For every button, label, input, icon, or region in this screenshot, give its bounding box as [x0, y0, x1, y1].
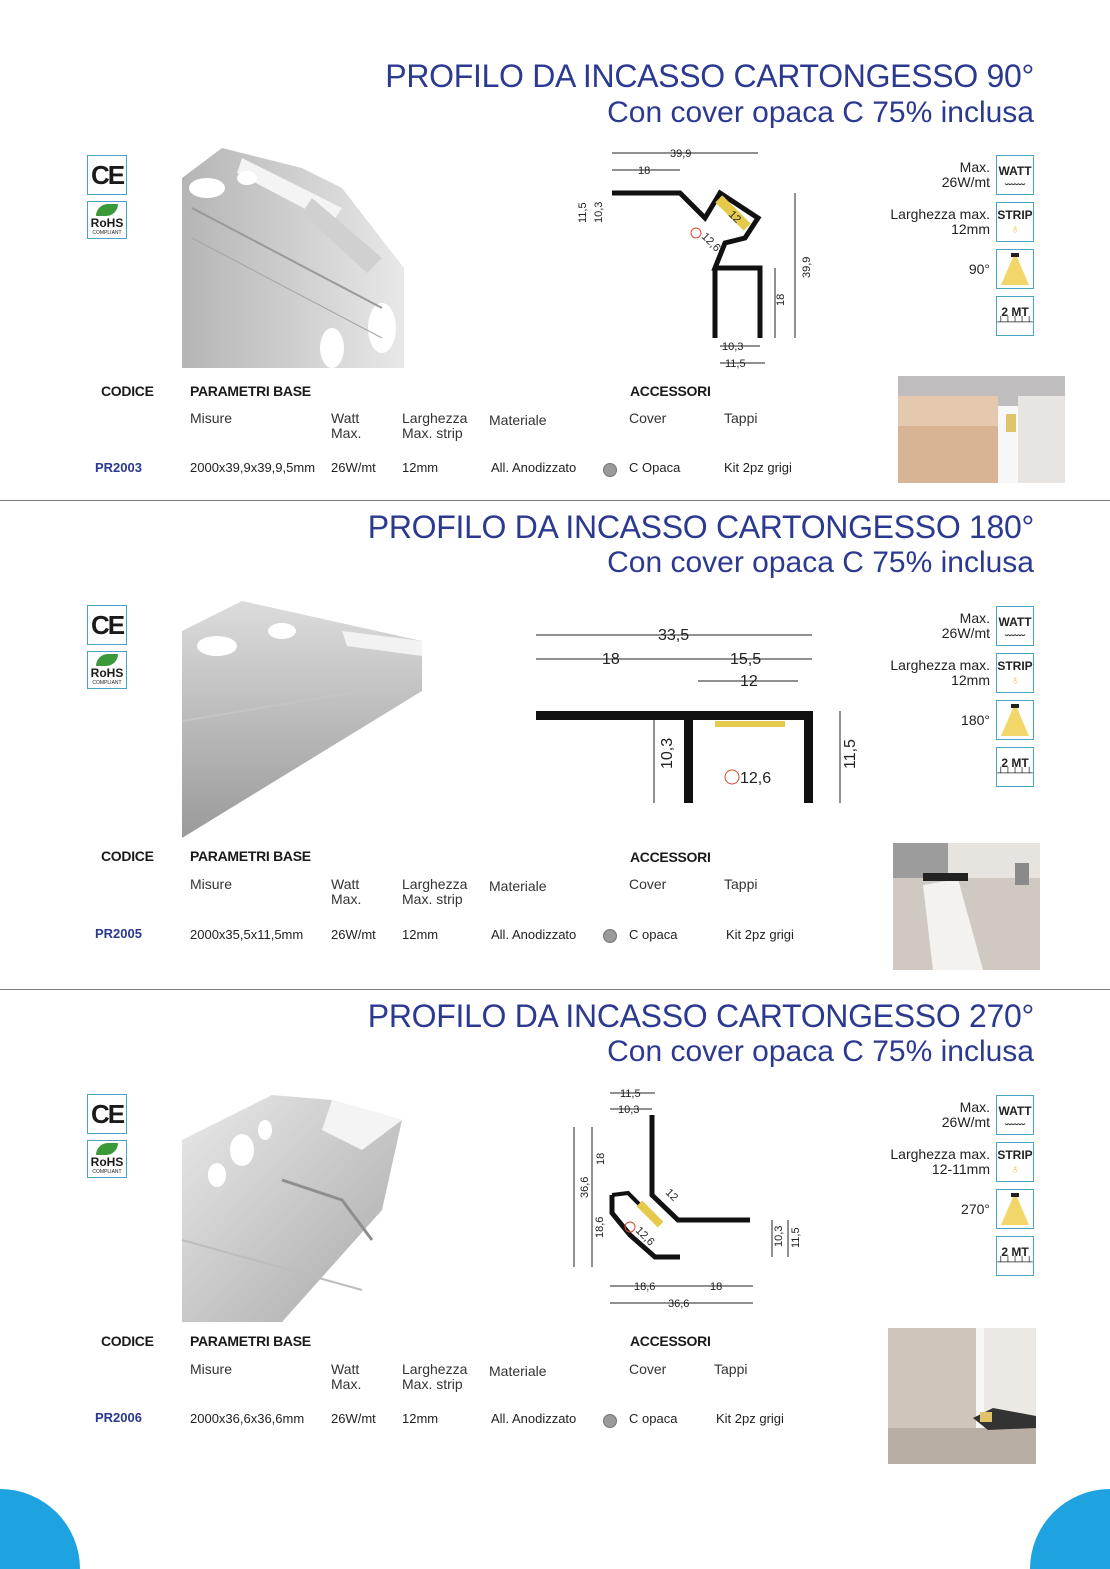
materiale-value: All. Anodizzato — [491, 1411, 577, 1426]
product-section-180 — [0, 501, 1110, 989]
beam-angle-icon — [996, 1189, 1034, 1229]
watt-label: Max. 26W/mt — [941, 159, 990, 190]
rohs-icon: RoHS COMPLIANT — [87, 1140, 127, 1178]
spec-icons — [774, 155, 1034, 340]
misure-value: 2000x35,5x11,5mm — [190, 927, 304, 942]
installation-photo — [898, 376, 1065, 483]
product-title: PROFILO DA INCASSO CARTONGESSO 270° — [367, 998, 1034, 1034]
cover-value: C Opaca — [629, 460, 681, 475]
dim-label: 11,5 — [577, 202, 589, 223]
dim-label: 33,5 — [658, 627, 690, 644]
cover-col: Cover — [629, 410, 667, 426]
product-subtitle: Con cover opaca C 75% inclusa — [607, 1035, 1034, 1068]
product-code: PR2003 — [95, 460, 142, 475]
parametri-header: PARAMETRI BASE — [190, 383, 311, 399]
angle-label: 90° — [968, 260, 990, 277]
dim-label: 12 — [662, 1186, 681, 1204]
parametri-header: PARAMETRI BASE — [190, 848, 311, 864]
codice-header: CODICE — [101, 848, 154, 864]
larghezza-value: 12mm — [402, 1411, 439, 1426]
watt-col: Watt Max. — [331, 876, 362, 907]
watt-icon: WATT ﹏﹏ — [996, 155, 1034, 195]
cover-color-swatch — [603, 1414, 617, 1428]
dim-label: 11,5 — [790, 1227, 802, 1248]
larghezza-col: Larghezza Max. strip — [402, 1361, 468, 1392]
dim-label: 12,6 — [740, 770, 772, 787]
dim-label: 18,6 — [634, 1281, 656, 1293]
materiale-value: All. Anodizzato — [491, 927, 577, 942]
rohs-icon: RoHS COMPLIANT — [87, 201, 127, 239]
dim-label: 12 — [740, 673, 758, 690]
length-icon: 2 MT ┴┴┴┴┴ — [996, 747, 1034, 787]
larghezza-col: Larghezza Max. strip — [402, 876, 468, 907]
tappi-col: Tappi — [714, 1361, 748, 1377]
installation-photo — [893, 843, 1040, 970]
tappi-value: Kit 2pz grigi — [726, 927, 794, 942]
misure-col: Misure — [190, 876, 233, 892]
materiale-col: Materiale — [489, 878, 547, 894]
product-title: PROFILO DA INCASSO CARTONGESSO 90° — [385, 58, 1034, 94]
strip-label: Larghezza max. 12mm — [890, 206, 990, 237]
dim-label: 11,5 — [842, 739, 859, 769]
spec-icons — [774, 1095, 1034, 1280]
watt-value: 26W/mt — [331, 460, 376, 475]
product-photo — [182, 601, 422, 838]
strip-icon: STRIP ♁ — [996, 1142, 1034, 1182]
accessori-header: ACCESSORI — [630, 849, 711, 865]
cover-col: Cover — [629, 876, 667, 892]
dim-label: 10,3 — [618, 1104, 640, 1116]
watt-label: Max. 26W/mt — [941, 610, 990, 641]
tappi-value: Kit 2pz grigi — [724, 460, 792, 475]
dim-label: 36,6 — [668, 1298, 690, 1310]
dim-label: 12 — [725, 208, 744, 226]
dim-label: 15,5 — [730, 651, 762, 668]
strip-icon: STRIP ♁ — [996, 653, 1034, 693]
length-icon: 2 MT ┴┴┴┴┴ — [996, 296, 1034, 336]
dim-label: 12,6 — [632, 1224, 657, 1249]
accessori-header: ACCESSORI — [630, 1333, 711, 1349]
materiale-col: Materiale — [489, 412, 547, 428]
ce-mark-icon: CE — [87, 1094, 127, 1134]
watt-value: 26W/mt — [331, 927, 376, 942]
cover-col: Cover — [629, 1361, 667, 1377]
dim-label: 18 — [638, 165, 651, 177]
beam-angle-icon — [996, 700, 1034, 740]
length-icon: 2 MT ┴┴┴┴┴ — [996, 1236, 1034, 1276]
dim-label: 10,3 — [773, 1225, 785, 1247]
ce-mark-icon: CE — [87, 605, 127, 645]
dim-label: 18,6 — [594, 1216, 606, 1238]
watt-value: 26W/mt — [331, 1411, 376, 1426]
technical-drawing-270 — [560, 1085, 810, 1315]
beam-angle-icon — [996, 249, 1034, 289]
cover-value: C opaca — [629, 927, 678, 942]
materiale-value: All. Anodizzato — [491, 460, 577, 475]
larghezza-col: Larghezza Max. strip — [402, 410, 468, 441]
tappi-col: Tappi — [724, 876, 758, 892]
product-photo — [182, 1090, 404, 1322]
dim-label: 12,6 — [698, 230, 723, 255]
rohs-icon: RoHS COMPLIANT — [87, 651, 127, 689]
watt-col: Watt Max. — [331, 410, 362, 441]
dim-label: 18 — [595, 1152, 607, 1165]
dim-label: 39,9 — [801, 256, 813, 278]
larghezza-value: 12mm — [402, 460, 439, 475]
tappi-value: Kit 2pz grigi — [716, 1411, 784, 1426]
product-photo — [182, 148, 404, 368]
parametri-header: PARAMETRI BASE — [190, 1333, 311, 1349]
product-subtitle: Con cover opaca C 75% inclusa — [607, 546, 1034, 579]
product-section-90 — [0, 0, 1110, 500]
strip-label: Larghezza max. 12-11mm — [890, 1146, 990, 1177]
misure-value: 2000x36,6x36,6mm — [190, 1411, 305, 1426]
strip-icon: STRIP ♁ — [996, 202, 1034, 242]
angle-label: 180° — [961, 711, 990, 728]
codice-header: CODICE — [101, 383, 154, 399]
watt-icon: WATT ﹏﹏ — [996, 606, 1034, 646]
watt-col: Watt Max. — [331, 1361, 362, 1392]
misure-col: Misure — [190, 410, 233, 426]
cover-color-swatch — [603, 929, 617, 943]
dim-label: 36,6 — [579, 1176, 591, 1198]
product-section-270 — [0, 990, 1110, 1569]
product-title: PROFILO DA INCASSO CARTONGESSO 180° — [367, 509, 1034, 545]
dim-label: 18 — [775, 293, 787, 306]
cover-color-swatch — [603, 463, 617, 477]
accessori-header: ACCESSORI — [630, 383, 711, 399]
dim-label: 10,3 — [593, 201, 605, 223]
product-code: PR2006 — [95, 1410, 142, 1425]
dim-label: 39,9 — [670, 148, 692, 160]
product-code: PR2005 — [95, 926, 142, 941]
misure-col: Misure — [190, 1361, 233, 1377]
dim-label: 18 — [602, 651, 620, 668]
misure-value: 2000x39,9x39,9,5mm — [190, 460, 316, 475]
strip-label: Larghezza max. 12mm — [890, 657, 990, 688]
dim-label: 18 — [710, 1281, 723, 1293]
product-subtitle: Con cover opaca C 75% inclusa — [607, 96, 1034, 129]
angle-label: 270° — [961, 1200, 990, 1217]
larghezza-value: 12mm — [402, 927, 439, 942]
watt-label: Max. 26W/mt — [941, 1099, 990, 1130]
dim-label: 11,5 — [620, 1088, 641, 1100]
dim-label: 10,3 — [722, 341, 744, 353]
codice-header: CODICE — [101, 1333, 154, 1349]
materiale-col: Materiale — [489, 1363, 547, 1379]
tappi-col: Tappi — [724, 410, 758, 426]
watt-icon: WATT ﹏﹏ — [996, 1095, 1034, 1135]
installation-photo — [888, 1328, 1036, 1464]
ce-mark-icon: CE — [87, 155, 127, 195]
cover-value: C opaca — [629, 1411, 678, 1426]
spec-icons — [774, 606, 1034, 791]
dim-label: 11,5 — [725, 358, 746, 370]
dim-label: 10,3 — [659, 737, 676, 769]
